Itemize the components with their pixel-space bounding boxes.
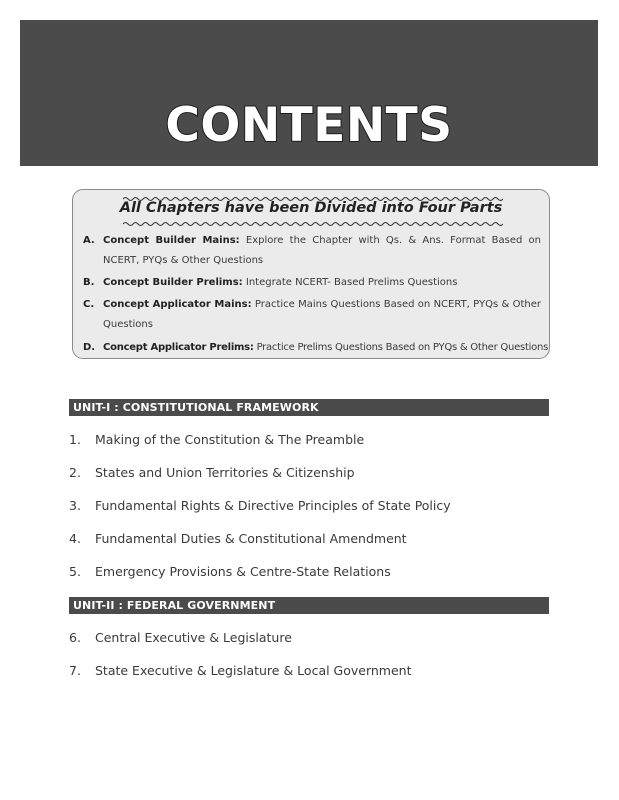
chapter-number: 4. (69, 531, 81, 546)
chapter-title: Emergency Provisions & Centre-State Relations (95, 564, 391, 579)
chapter-title: Making of the Constitution & The Preamble (95, 432, 365, 447)
unit-title: UNIT-I : CONSTITUTIONAL FRAMEWORK (73, 401, 319, 414)
part-letter: B. (83, 277, 95, 288)
part-item-b (83, 273, 541, 293)
unit-header-1 (69, 399, 549, 416)
part-term: Concept Builder Prelims: (103, 277, 243, 288)
part-description: Practice Prelims Questions Based on PYQs & Other Questions (253, 342, 549, 353)
wavy-rule-bottom (123, 221, 503, 227)
chapter-number: 1. (69, 432, 81, 447)
chapter-item-1[interactable] (69, 432, 364, 448)
part-description: Practice Mains Questions Based on NCERT, PYQs & Other Questions (103, 299, 541, 330)
contents-banner (20, 20, 598, 166)
wavy-rule-top (123, 196, 503, 202)
chapter-number: 6. (69, 630, 81, 645)
part-description: Integrate NCERT- Based Prelims Questions (242, 277, 458, 288)
part-item-d (83, 338, 549, 358)
part-letter: A. (83, 235, 95, 246)
chapter-title: Fundamental Duties & Constitutional Amendment (95, 531, 407, 546)
chapter-number: 2. (69, 465, 81, 480)
page-title: CONTENTS (165, 98, 453, 153)
chapter-item-5[interactable] (69, 564, 391, 580)
unit-title: UNIT-II : FEDERAL GOVERNMENT (73, 599, 276, 612)
part-letter: C. (83, 299, 95, 310)
chapter-item-7[interactable] (69, 663, 412, 679)
chapter-item-6[interactable] (69, 630, 292, 646)
part-term: Concept Builder Mains: (103, 235, 240, 246)
chapter-item-2[interactable] (69, 465, 355, 481)
chapter-number: 3. (69, 498, 81, 513)
parts-info-box (72, 189, 550, 359)
chapter-title: Fundamental Rights & Directive Principles of State Policy (95, 498, 451, 513)
part-letter: D. (83, 342, 96, 353)
part-term: Concept Applicator Prelims: (103, 342, 254, 353)
parts-heading: All Chapters have been Divided into Four Parts (119, 200, 503, 216)
unit-header-2 (69, 597, 549, 614)
chapter-number: 7. (69, 663, 81, 678)
chapter-item-4[interactable] (69, 531, 407, 547)
chapter-item-3[interactable] (69, 498, 451, 514)
chapter-title: State Executive & Legislature & Local Government (95, 663, 412, 678)
chapter-title: States and Union Territories & Citizenship (95, 465, 355, 480)
chapter-number: 5. (69, 564, 81, 579)
part-item-c (83, 295, 541, 335)
chapter-title: Central Executive & Legislature (95, 630, 292, 645)
part-term: Concept Applicator Mains: (103, 299, 252, 310)
part-item-a (83, 231, 541, 271)
part-description: Explore the Chapter with Qs. & Ans. Format Based on NCERT, PYQs & Other Questions (103, 235, 542, 266)
